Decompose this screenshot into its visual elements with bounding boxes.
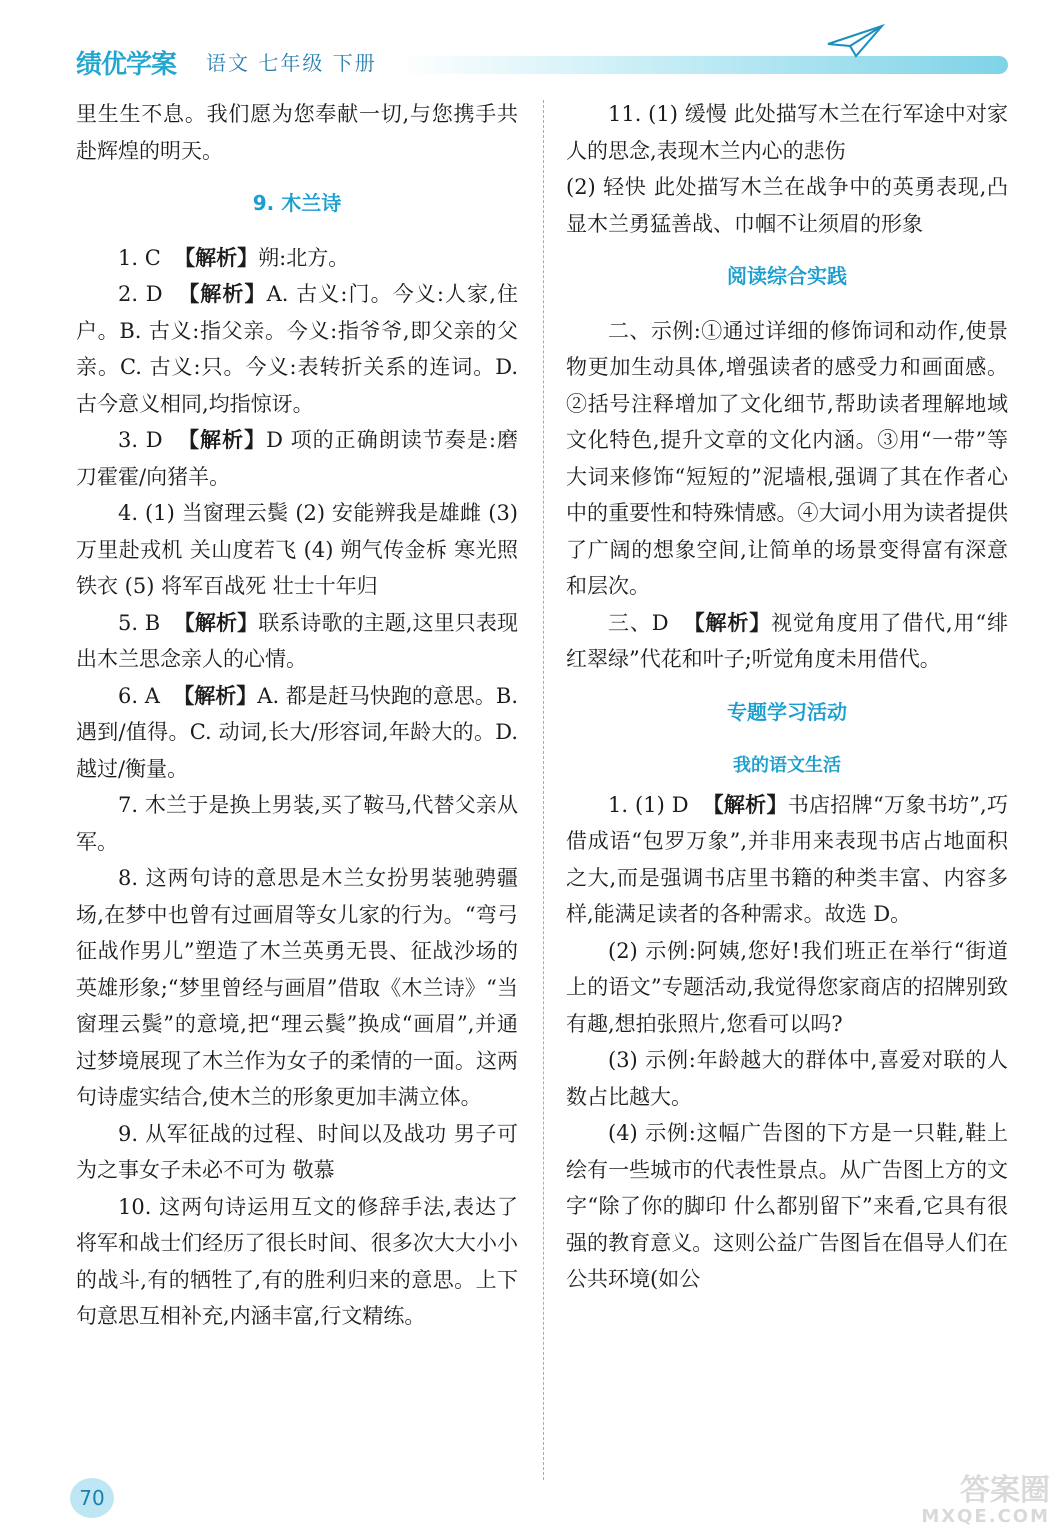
watermark-bottom: MXQE.COM bbox=[921, 1506, 1050, 1527]
section-title-mulan: 9. 木兰诗 bbox=[252, 191, 342, 215]
activity-answer-2: (2) 示例:阿姨,您好!我们班正在举行“街道上的语文”专题活动,我觉得您家商店的招牌别致有趣,想拍张照片,您看可以吗? bbox=[566, 938, 1008, 1036]
watermark bbox=[880, 1473, 1050, 1530]
activity-answer-3: (3) 示例:年龄越大的群体中,喜爱对联的人数占比越大。 bbox=[566, 1048, 1008, 1109]
answer-3: 3. D 【解析】D 项的正确朗读节奏是:磨刀霍霍/向猪羊。 bbox=[76, 427, 518, 489]
answer-9: 9. 从军征战的过程、时间以及战功 男子可为之事女子未必不可为 敬慕 bbox=[76, 1121, 518, 1182]
answer-three: 三、D 【解析】视觉角度用了借代,用“绯红翠绿”代花和叶子;听觉角度未用借代。 bbox=[566, 609, 1008, 671]
column-divider bbox=[543, 100, 545, 1480]
answer-6: 6. A 【解析】A. 都是赶马快跑的意思。B. 遇到/值得。C. 动词,长大/形容词,年龄大的。D. 越过/衡量。 bbox=[76, 682, 518, 781]
header-banner bbox=[400, 56, 1008, 74]
watermark-top: 答案圈 bbox=[960, 1473, 1050, 1508]
paper-plane-icon bbox=[826, 22, 886, 62]
answer-5: 5. B 【解析】联系诗歌的主题,这里只表现出木兰思念亲人的心情。 bbox=[76, 609, 518, 671]
activity-answer-4: (4) 示例:这幅广告图的下方是一只鞋,鞋上绘有一些城市的代表性景点。从广告图上方的文字“除了你的脚印 什么都别留下”来看,它具有很强的教育意义。这则公益广告图旨在倡导人们在公共环境(如公 bbox=[566, 1121, 1008, 1291]
subsection-title: 我的语文生活 bbox=[733, 755, 841, 776]
brand-logo: 绩优学案 bbox=[76, 50, 177, 80]
section-title-reading-practice: 阅读综合实践 bbox=[727, 264, 847, 288]
answer-11-part2: (2) 轻快 此处描写木兰在战争中的英勇表现,凸显木兰勇猛善战、巾帼不让须眉的形象 bbox=[566, 175, 1008, 236]
left-column bbox=[76, 96, 518, 1335]
answer-10: 10. 这两句诗运用互文的修辞手法,表达了将军和战士们经历了很长时间、很多次大大小小的战斗,有的牺牲了,有的胜利归来的意思。上下句意思互相补充,内涵丰富,行文精练。 bbox=[76, 1194, 518, 1328]
activity-answer-1: 1. (1) D 【解析】书店招牌“万象书坊”,巧借成语“包罗万象”,并非用来表现书店占地面积之大,而是强调书店里书籍的种类丰富、内容多样,能满足读者的各种需求。故选 D。 bbox=[566, 791, 1008, 926]
page-number: 70 bbox=[70, 1478, 114, 1518]
answer-11: 11. (1) 缓慢 此处描写木兰在行军途中对家人的思念,表现木兰内心的悲伤 bbox=[566, 102, 1008, 163]
right-column bbox=[566, 96, 1008, 1298]
answer-two: 二、示例:①通过详细的修饰词和动作,使景物更加生动具体,增强读者的感受力和画面感。②括号注释增加了文化细节,帮助读者理解地域文化特色,提升文章的文化内涵。③用“一带”等大词来修饰“短短的”泥墙根,强调了其在作者心中的重要性和特殊情感。④大词小用为读者提供了广阔的想象空间,让简单的场景变得富有深意和层次。 bbox=[566, 318, 1008, 598]
answer-8: 8. 这两句诗的意思是木兰女扮男装驰骋疆场,在梦中也曾有过画眉等女儿家的行为。“弯弓征战作男儿”塑造了木兰英勇无畏、征战沙场的英雄形象;“梦里曾经与画眉”借取《木兰诗》“当窗理云鬓”的意境,把“理云鬓”换成“画眉”,并通过梦境展现了木兰作为女子的柔情的一面。这两句诗虚实结合,使木兰的形象更加丰满立体。 bbox=[76, 866, 518, 1109]
answer-4: 4. (1) 当窗理云鬓 (2) 安能辨我是雄雌 (3) 万里赴戎机 关山度若飞 (4) 朔气传金柝 寒光照铁衣 (5) 将军百战死 壮士十年归 bbox=[76, 501, 518, 598]
book-subject: 语文 七年级 下册 bbox=[206, 51, 377, 75]
answer-1: 1. C 【解析】朔:北方。 bbox=[118, 244, 350, 270]
section-title-topic-activity: 专题学习活动 bbox=[727, 699, 847, 724]
answer-2: 2. D 【解析】A. 古义:门。今义:人家,住户。B. 古义:指父亲。今义:指爷爷,即父亲的父亲。C. 古义:只。今义:表转折关系的连词。D. 古今意义相同,均指惊讶。 bbox=[76, 281, 518, 416]
answer-7: 7. 木兰于是换上男装,买了鞍马,代替父亲从军。 bbox=[76, 793, 518, 854]
page-header bbox=[0, 0, 1060, 84]
paragraph-continued: 里生生不息。我们愿为您奉献一切,与您携手共赴辉煌的明天。 bbox=[76, 102, 518, 163]
